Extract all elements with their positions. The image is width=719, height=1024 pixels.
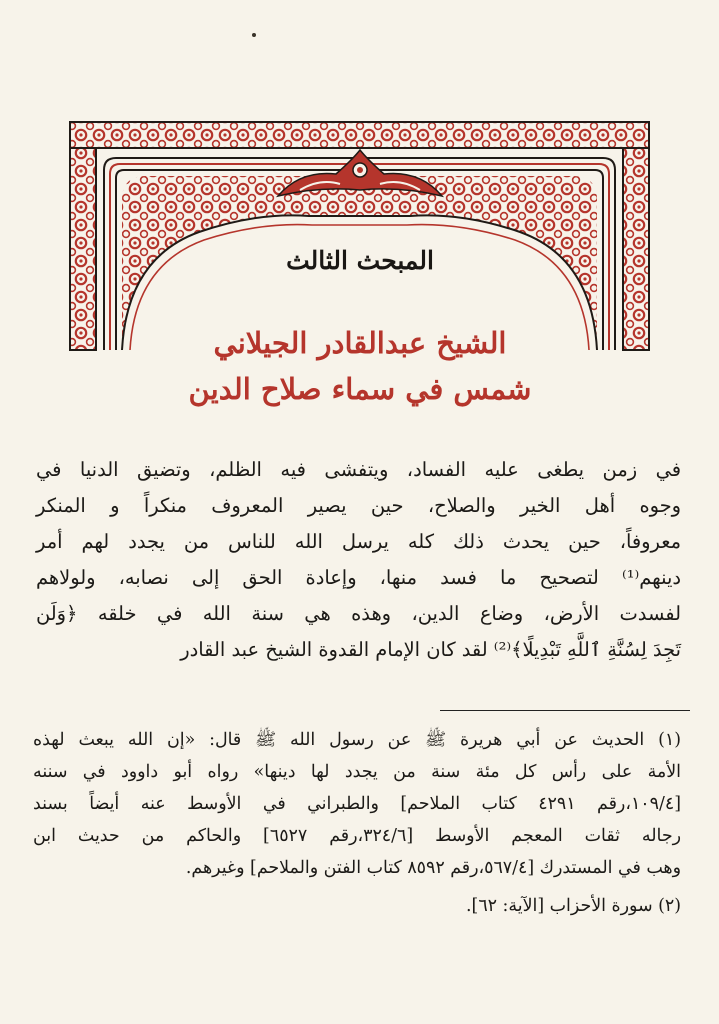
body-line: لفسدت الأرض، وضاع الدين، وهذه هي سنة الله في خلقه ﴿وَلَن xyxy=(36,602,681,625)
body-line: وجوه أهل الخير والصلاح، حين يصير المعروف منكراً و المنكر xyxy=(36,494,681,517)
body-line: دينهم⁽¹⁾ لتصحيح ما فسد منها، وإعادة الحق إلى نصابه، ولولاهم xyxy=(36,566,681,589)
frame-band-left xyxy=(70,122,96,350)
body-line: معروفاً، حين يحدث ذلك كله يرسل الله للناس من يجدد لهم أمر xyxy=(36,530,681,553)
chapter-title-line-1: الشيخ عبدالقادر الجيلاني xyxy=(213,326,507,360)
body-paragraph xyxy=(36,452,681,668)
section-label: المبحث الثالث xyxy=(286,246,434,275)
frame-crest-ornament xyxy=(278,150,442,196)
footnote-line: (١) الحديث عن أبي هريرة ﷺ عن رسول الله ﷺ قال: «إن الله يبعث لهذه xyxy=(33,730,681,750)
body-line: تَجِدَ لِسُنَّةِ ٱللَّهِ تَبْدِيلًا﴾⁽²⁾ لقد كان الإمام القدوة الشيخ عبد القادر xyxy=(180,638,681,661)
footnote-divider xyxy=(440,710,690,711)
footnotes xyxy=(33,724,681,922)
chapter-title-line-2: شمس في سماء صلاح الدين xyxy=(188,372,532,406)
footnote-line: (٢) سورة الأحزاب [الآية: ٦٢]. xyxy=(466,896,681,916)
footnote-line: [١٠٩/٤،رقم ٤٢٩١ كتاب الملاحم] والطبراني في الأوسط عنه أيضاً بسند xyxy=(33,794,681,814)
page-mark-dot xyxy=(252,33,256,37)
frame-band-right xyxy=(623,122,649,350)
frame-band-top xyxy=(70,122,649,148)
footnote-line: الأمة على رأس كل مئة سنة من يجدد لها دينها» رواه أبو داوود في سننه xyxy=(33,762,681,782)
footnote-line: رجاله ثقات المعجم الأوسط [٣٢٤/٦،رقم ٦٥٢٧] والحاكم من حديث ابن xyxy=(33,826,682,846)
footnote-line: وهب في المستدرك [٥٦٧/٤،رقم ٨٥٩٢ كتاب الفتن والملاحم] وغيرهم. xyxy=(185,858,681,878)
body-line: في زمن يطغى عليه الفساد، ويتفشى فيه الظلم، وتضيق الدنيا في xyxy=(36,458,681,481)
